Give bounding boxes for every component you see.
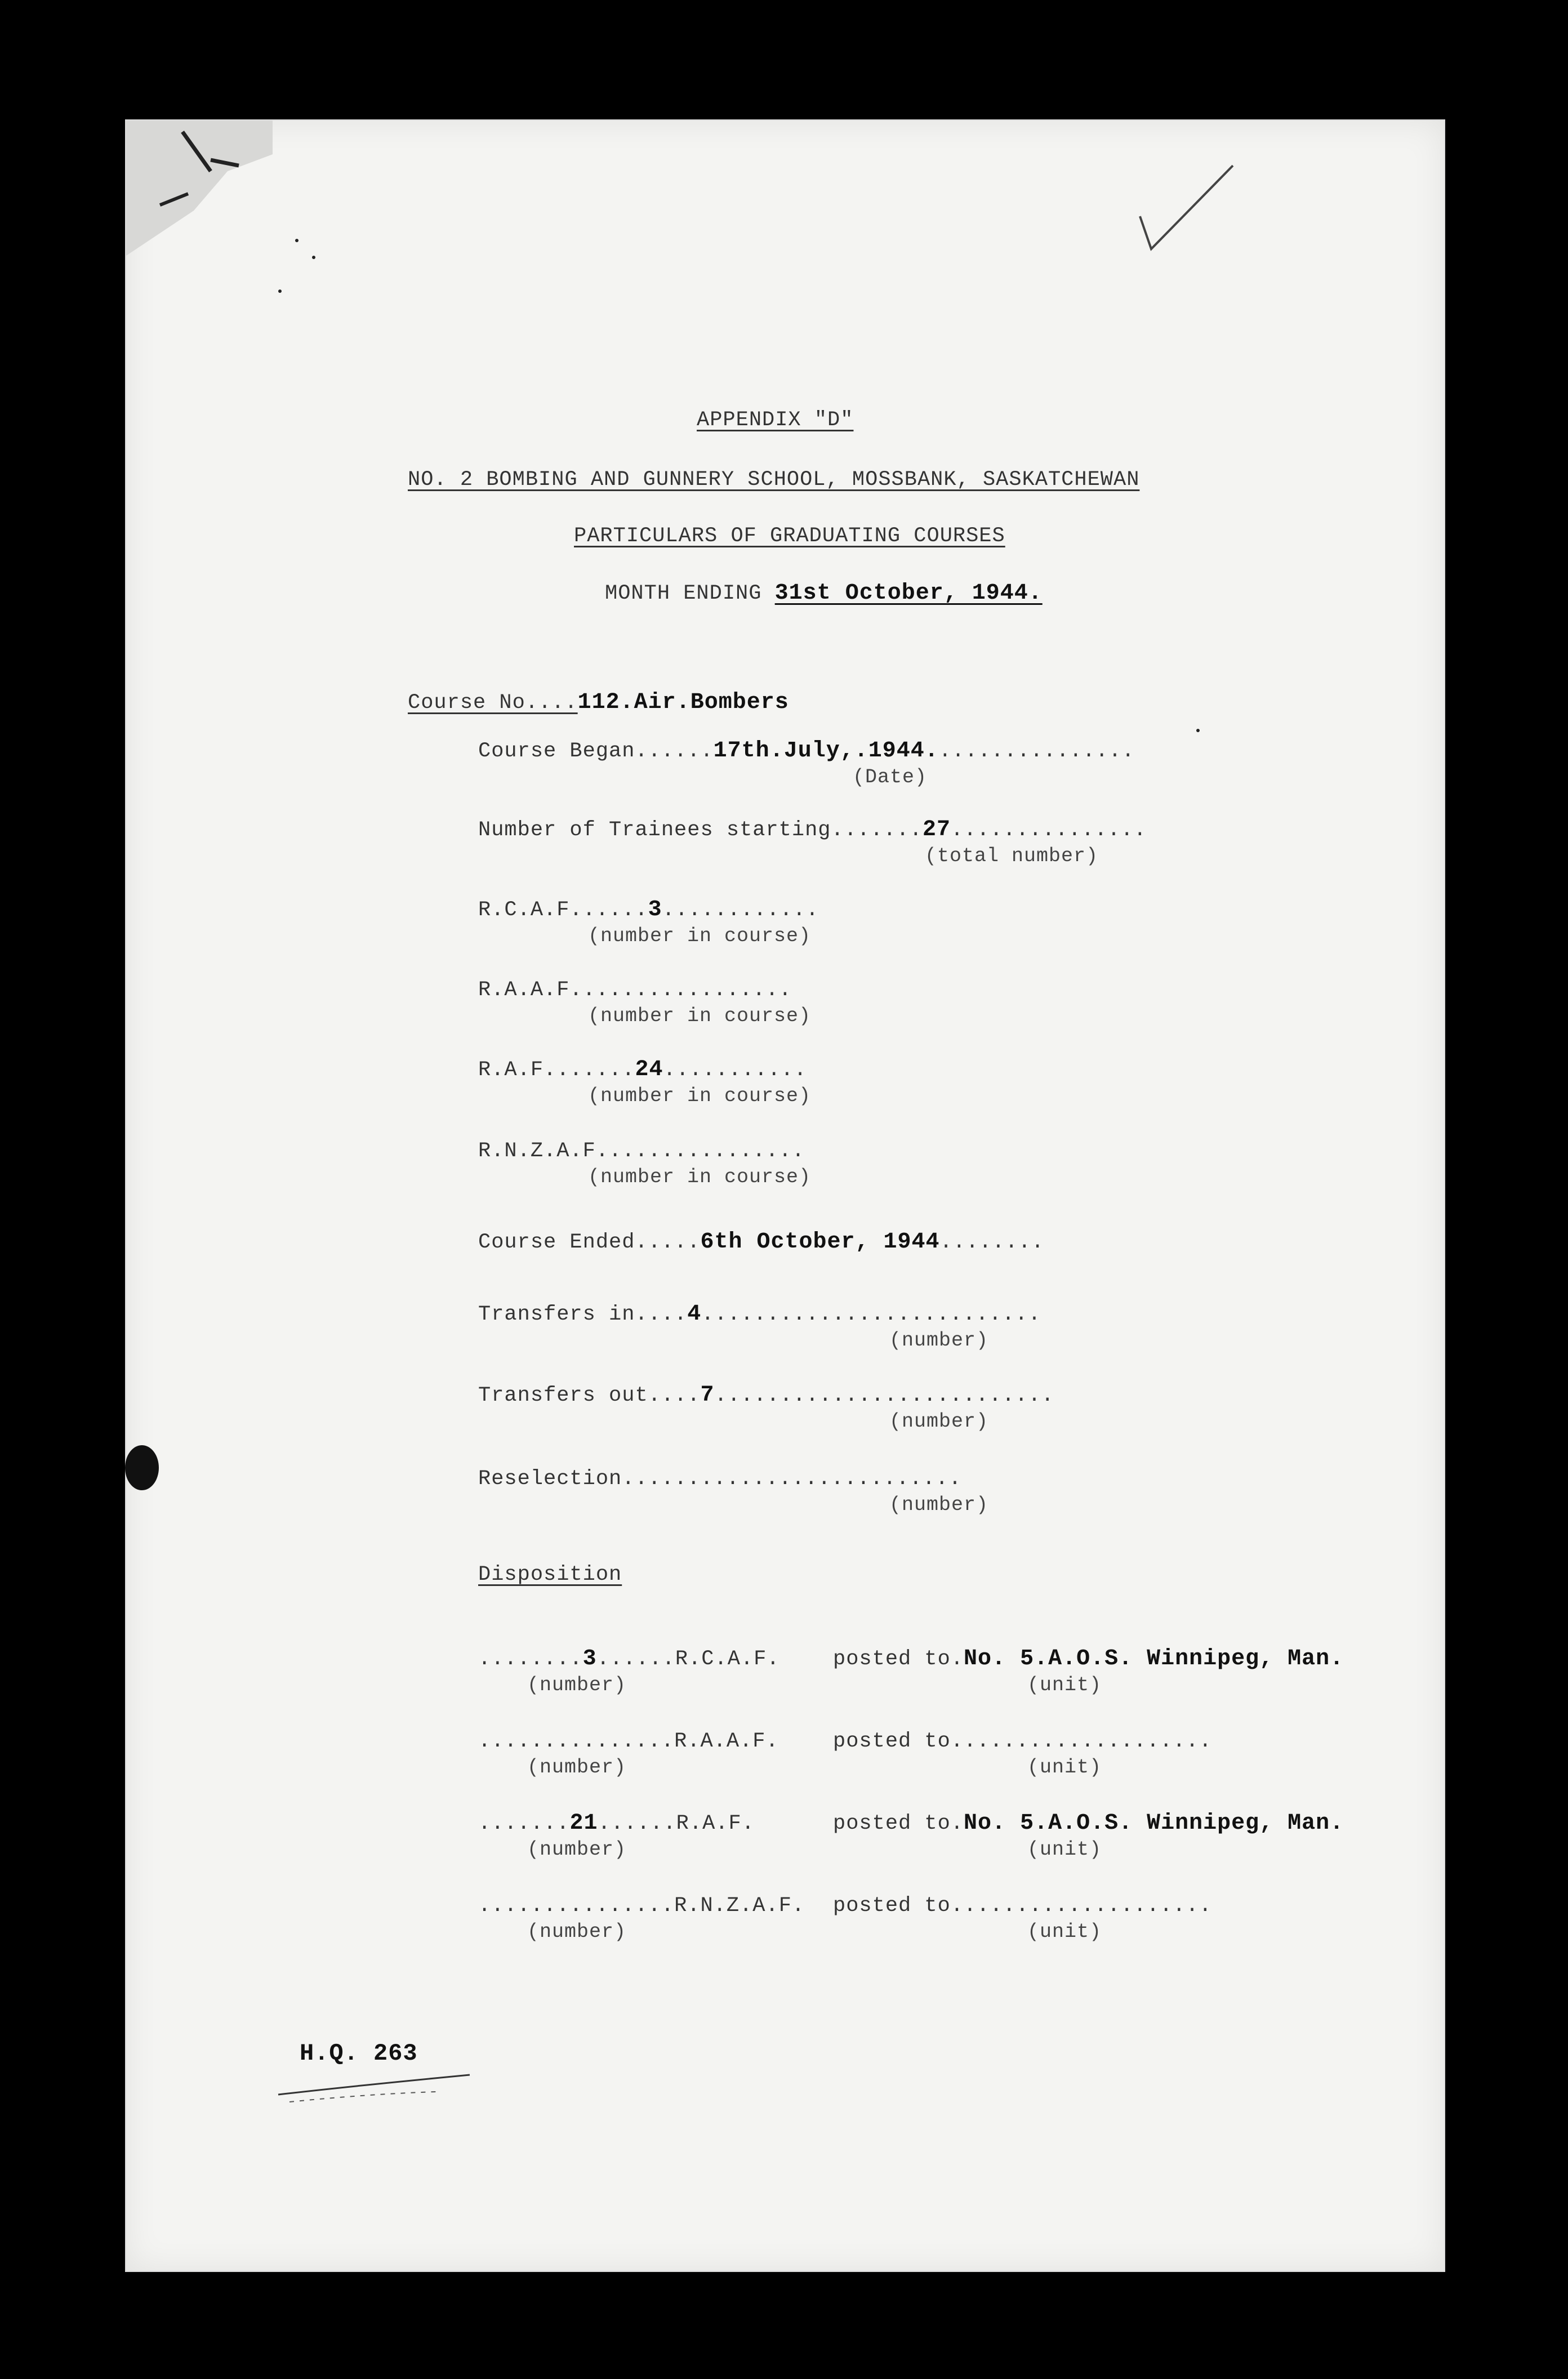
row-unit: .................. [977, 1730, 1212, 1753]
row-unit-hint: (unit) [1027, 1838, 1102, 1861]
check-mark-icon [1129, 154, 1241, 256]
speck [278, 289, 282, 293]
row-number-hint: (number) [527, 1674, 627, 1696]
document-page [125, 119, 1445, 2272]
disposition-posted [833, 1647, 1344, 1672]
rcaf-line [478, 898, 819, 923]
course-ended-line [478, 1230, 1044, 1255]
disposition-row [478, 1647, 780, 1672]
course-value: 112.Air.Bombers [577, 690, 789, 715]
row-unit-hint: (unit) [1027, 1674, 1102, 1696]
disposition-posted [833, 1811, 1344, 1836]
field-dots: ............ [662, 898, 819, 922]
field-value: 17th.July,.1944. [713, 738, 939, 764]
row-lead-dots: ........ [478, 1647, 583, 1671]
transfers-out-line [478, 1383, 1054, 1408]
raf-line [478, 1058, 807, 1082]
field-label: R.A.F....... [478, 1058, 635, 1082]
row-posted-label: posted to. [833, 1647, 964, 1671]
field-dots: .......................... [622, 1467, 962, 1491]
field-value: 6th October, 1944 [700, 1229, 940, 1255]
field-dots: ............... [950, 818, 1147, 842]
month-line [605, 581, 1043, 606]
rcaf-hint: (number in course) [588, 925, 812, 947]
disposition-posted [833, 1894, 1212, 1918]
field-label: Transfers out.... [478, 1384, 701, 1407]
month-value: 31st October, 1944. [774, 581, 1043, 606]
disposition-row [478, 1894, 805, 1918]
raaf-line [478, 978, 792, 1003]
subtitle-heading: PARTICULARS OF GRADUATING COURSES [574, 524, 1005, 548]
trainees-line [478, 818, 1147, 843]
row-unit: No. 5.A.O.S. Winnipeg, Man. [964, 1811, 1344, 1836]
field-label: R.C.A.F...... [478, 898, 648, 922]
speck [312, 256, 315, 259]
field-label: Course Began...... [478, 739, 714, 763]
hq-reference: H.Q. 263 [300, 2040, 418, 2067]
course-began-line [478, 739, 1135, 764]
field-value: 7 [700, 1383, 715, 1408]
speck [295, 239, 299, 242]
row-force: ......R.A.A.F. [595, 1730, 779, 1753]
disposition-posted [833, 1729, 1212, 1754]
field-value: 3 [648, 897, 662, 923]
reselection-line [478, 1467, 962, 1491]
row-force: R.N.Z.A.F. [674, 1894, 805, 1918]
school-heading: NO. 2 BOMBING AND GUNNERY SCHOOL, MOSSBANK, SASKATCHEWAN [408, 468, 1140, 492]
staple-mark-icon [126, 121, 306, 301]
field-label: R.N.Z.A.F. [478, 1139, 609, 1163]
month-label: MONTH ENDING [605, 582, 762, 605]
field-dots: ........... [663, 1058, 807, 1082]
disposition-row [478, 1729, 779, 1754]
row-force: ......R.A.F. [598, 1812, 755, 1836]
course-number-line [408, 690, 789, 715]
field-dots: ........ [939, 1231, 1045, 1254]
raaf-hint: (number in course) [588, 1005, 812, 1027]
disposition-title: Disposition [478, 1563, 622, 1587]
field-value: 4 [687, 1302, 702, 1327]
date-hint: (Date) [853, 766, 928, 788]
field-dots: ............... [609, 1139, 805, 1163]
row-unit: .................. [977, 1894, 1212, 1918]
disposition-row [478, 1811, 755, 1836]
row-unit: No. 5.A.O.S. Winnipeg, Man. [964, 1646, 1344, 1672]
field-label: Course Ended..... [478, 1231, 701, 1254]
field-dots: .......................... [714, 1384, 1054, 1407]
row-number-hint: (number) [527, 1921, 627, 1943]
row-number: 21 [569, 1811, 598, 1836]
field-dots: ................ [582, 978, 792, 1002]
speck [1196, 729, 1200, 732]
field-dots: ............... [938, 739, 1135, 763]
field-label: Number of Trainees starting....... [478, 818, 923, 842]
reselection-hint: (number) [889, 1494, 989, 1516]
field-dots: .......................... [701, 1303, 1041, 1326]
transfers-in-line [478, 1302, 1041, 1327]
row-number: 3 [582, 1646, 597, 1672]
transfers-out-hint: (number) [889, 1410, 989, 1433]
course-label: Course No.... [408, 691, 578, 715]
pen-stroke-icon [267, 2069, 481, 2103]
row-unit-hint: (unit) [1027, 1921, 1102, 1943]
row-posted-label: posted to.. [833, 1894, 977, 1918]
rnzaf-hint: (number in course) [588, 1166, 812, 1188]
row-number-hint: (number) [527, 1756, 627, 1779]
transfers-in-hint: (number) [889, 1329, 989, 1352]
row-lead-dots: ............... [478, 1894, 675, 1918]
raf-hint: (number in course) [588, 1085, 812, 1107]
row-unit-hint: (unit) [1027, 1756, 1102, 1779]
row-force: ......R.C.A.F. [596, 1647, 780, 1671]
trainees-hint: (total number) [925, 845, 1099, 867]
rnzaf-line [478, 1139, 805, 1164]
row-lead-dots: ....... [478, 1812, 570, 1836]
field-value: 24 [635, 1057, 663, 1082]
row-posted-label: posted to. [833, 1812, 964, 1836]
row-posted-label: posted to.. [833, 1730, 977, 1753]
field-label: R.A.A.F. [478, 978, 583, 1002]
field-label: Transfers in.... [478, 1303, 688, 1326]
field-label: Reselection [478, 1467, 622, 1491]
field-value: 27 [922, 817, 951, 843]
punch-hole [125, 1445, 159, 1490]
row-lead-dots: ......... [478, 1730, 596, 1753]
row-number-hint: (number) [527, 1838, 627, 1861]
appendix-heading: APPENDIX "D" [697, 408, 854, 432]
